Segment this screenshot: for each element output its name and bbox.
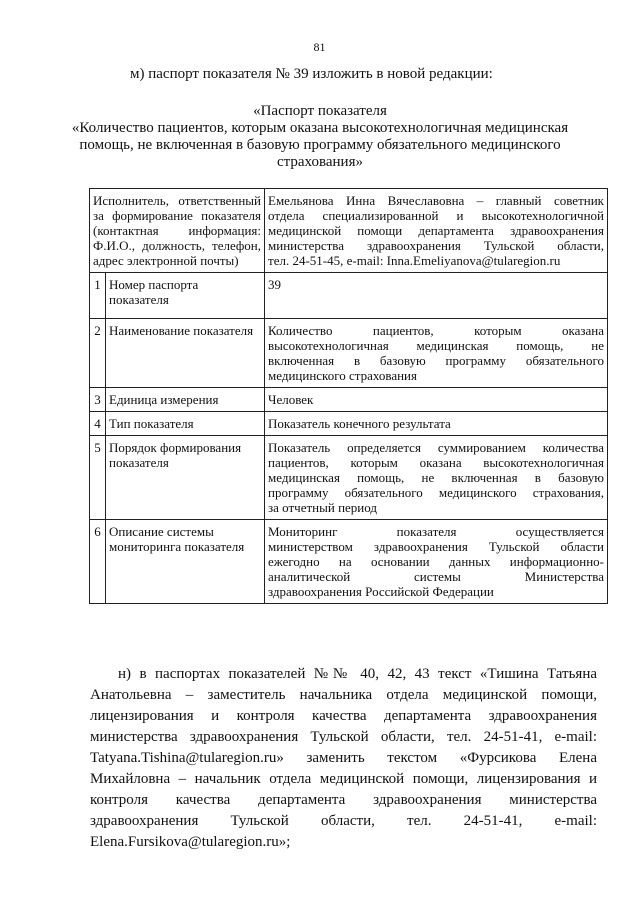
cell-line: пациентов, которым оказана высокотехнологичная xyxy=(268,455,604,470)
cell-line: Порядок формирования xyxy=(109,440,242,455)
table-row xyxy=(90,273,608,319)
row-label xyxy=(106,388,265,412)
row-value xyxy=(265,388,608,412)
cell-line: Описание системы xyxy=(109,524,214,539)
cell-line: за формирование показателя xyxy=(93,208,262,223)
cell-line: мониторинга показателя xyxy=(109,539,245,554)
cell-line: отдела специализированной и высокотехнологичной xyxy=(268,208,604,223)
cell-line: Номер паспорта xyxy=(109,277,199,292)
cell-line: Исполнитель, ответственный xyxy=(93,193,262,208)
cell-line: ежегодно на основании данных информационно- xyxy=(268,554,604,569)
intro-line: м) паспорт показателя № 39 изложить в новой редакции: xyxy=(130,66,493,82)
row-number: 6 xyxy=(90,520,106,604)
paragraph-line: Tatyana.Tishina@tularegion.ru» заменить текстом «Фурсикова Елена xyxy=(90,750,597,766)
cell-line: Человек xyxy=(268,392,314,407)
cell-line: показателя xyxy=(109,455,169,470)
cell-line: министерством здравоохранения Тульской области xyxy=(268,539,604,554)
row-number: 4 xyxy=(90,412,106,436)
title-line: «Количество пациентов, которым оказана высокотехнологичная медицинская xyxy=(71,120,569,136)
cell-line: Показатель конечного результата xyxy=(268,416,451,431)
paragraph-line: министерства здравоохранения Тульской области, тел. 24-51-41, e-mail: xyxy=(90,729,597,745)
paragraph-line: Анатольевна – заместитель начальника отдела медицинской помощи, xyxy=(90,687,597,703)
cell-line: Единица измерения xyxy=(109,392,219,407)
cell-line: Показатель определяется суммированием количества xyxy=(268,440,604,455)
row-label xyxy=(106,273,265,319)
row-number: 5 xyxy=(90,436,106,520)
cell-line: Ф.И.О., должность, телефон, xyxy=(93,238,262,253)
cell-line: Емельянова Инна Вячеславовна – главный советник xyxy=(268,193,604,208)
row-label xyxy=(106,436,265,520)
title-line: «Паспорт показателя xyxy=(253,103,387,119)
row-label xyxy=(106,520,265,604)
cell-line: тел. 24-51-45, e-mail: Inna.Emeliyanova@tularegion.ru xyxy=(268,253,561,268)
row-label xyxy=(106,412,265,436)
cell-line: здравоохранения Российской Федерации xyxy=(268,584,494,599)
paragraph-line: лицензирования и контроля качества департамента здравоохранения xyxy=(90,708,597,724)
row-number: 3 xyxy=(90,388,106,412)
executor-value-cell xyxy=(265,189,608,273)
row-value xyxy=(265,319,608,388)
cell-line: включенная в базовую программу обязательного xyxy=(268,353,604,368)
cell-line: высокотехнологичная медицинская помощь, не xyxy=(268,338,604,353)
row-number: 1 xyxy=(90,273,106,319)
row-value xyxy=(265,412,608,436)
page-number: 81 xyxy=(313,40,326,54)
table-row-executor xyxy=(90,189,608,273)
table-row xyxy=(90,436,608,520)
amendment-paragraph xyxy=(90,664,597,853)
paragraph-line: Михайловна – начальник отдела медицинской помощи, лицензирования и xyxy=(90,771,597,787)
row-value xyxy=(265,520,608,604)
paragraph-line: здравоохранения Тульской области, тел. 24-51-41, e-mail: xyxy=(90,813,597,829)
row-value xyxy=(265,436,608,520)
table-row xyxy=(90,412,608,436)
cell-line: Наименование показателя xyxy=(109,323,254,338)
cell-line: министерства здравоохранения Тульской области, xyxy=(268,238,604,253)
cell-line: медицинского страхования xyxy=(268,368,417,383)
cell-line: Тип показателя xyxy=(109,416,194,431)
cell-line: Количество пациентов, которым оказана xyxy=(268,323,604,338)
cell-line: Мониторинг показателя осуществляется xyxy=(268,524,604,539)
table-row xyxy=(90,520,608,604)
table-row xyxy=(90,388,608,412)
passport-table xyxy=(89,188,608,604)
paragraph-line: н) в паспортах показателей №№ 40, 42, 43 текст «Тишина Татьяна xyxy=(118,666,597,682)
row-number: 2 xyxy=(90,319,106,388)
cell-line: за отчетный период xyxy=(268,500,377,515)
cell-line: показателя xyxy=(109,292,169,307)
cell-line: программу обязательного медицинского страхования, xyxy=(268,485,604,500)
cell-line: медицинская помощь, не включенная в базовую xyxy=(268,470,604,485)
table-row xyxy=(90,319,608,388)
title-line: страхования» xyxy=(277,154,363,170)
passport-title xyxy=(70,103,570,171)
row-label xyxy=(106,319,265,388)
row-value xyxy=(265,273,608,319)
paragraph-line: Elena.Fursikova@tularegion.ru»; xyxy=(90,834,291,850)
cell-line: (контактная информация: xyxy=(93,223,262,238)
cell-line: аналитической системы Министерства xyxy=(268,569,604,584)
cell-line: адрес электронной почты) xyxy=(93,253,239,268)
cell-line: 39 xyxy=(268,277,282,292)
cell-line: медицинской помощи департамента здравоохранения xyxy=(268,223,604,238)
title-line: помощь, не включенная в базовую программу обязательного медицинского xyxy=(79,137,561,153)
paragraph-line: контроля качества департамента здравоохранения министерства xyxy=(90,792,597,808)
executor-label-cell xyxy=(90,189,265,273)
